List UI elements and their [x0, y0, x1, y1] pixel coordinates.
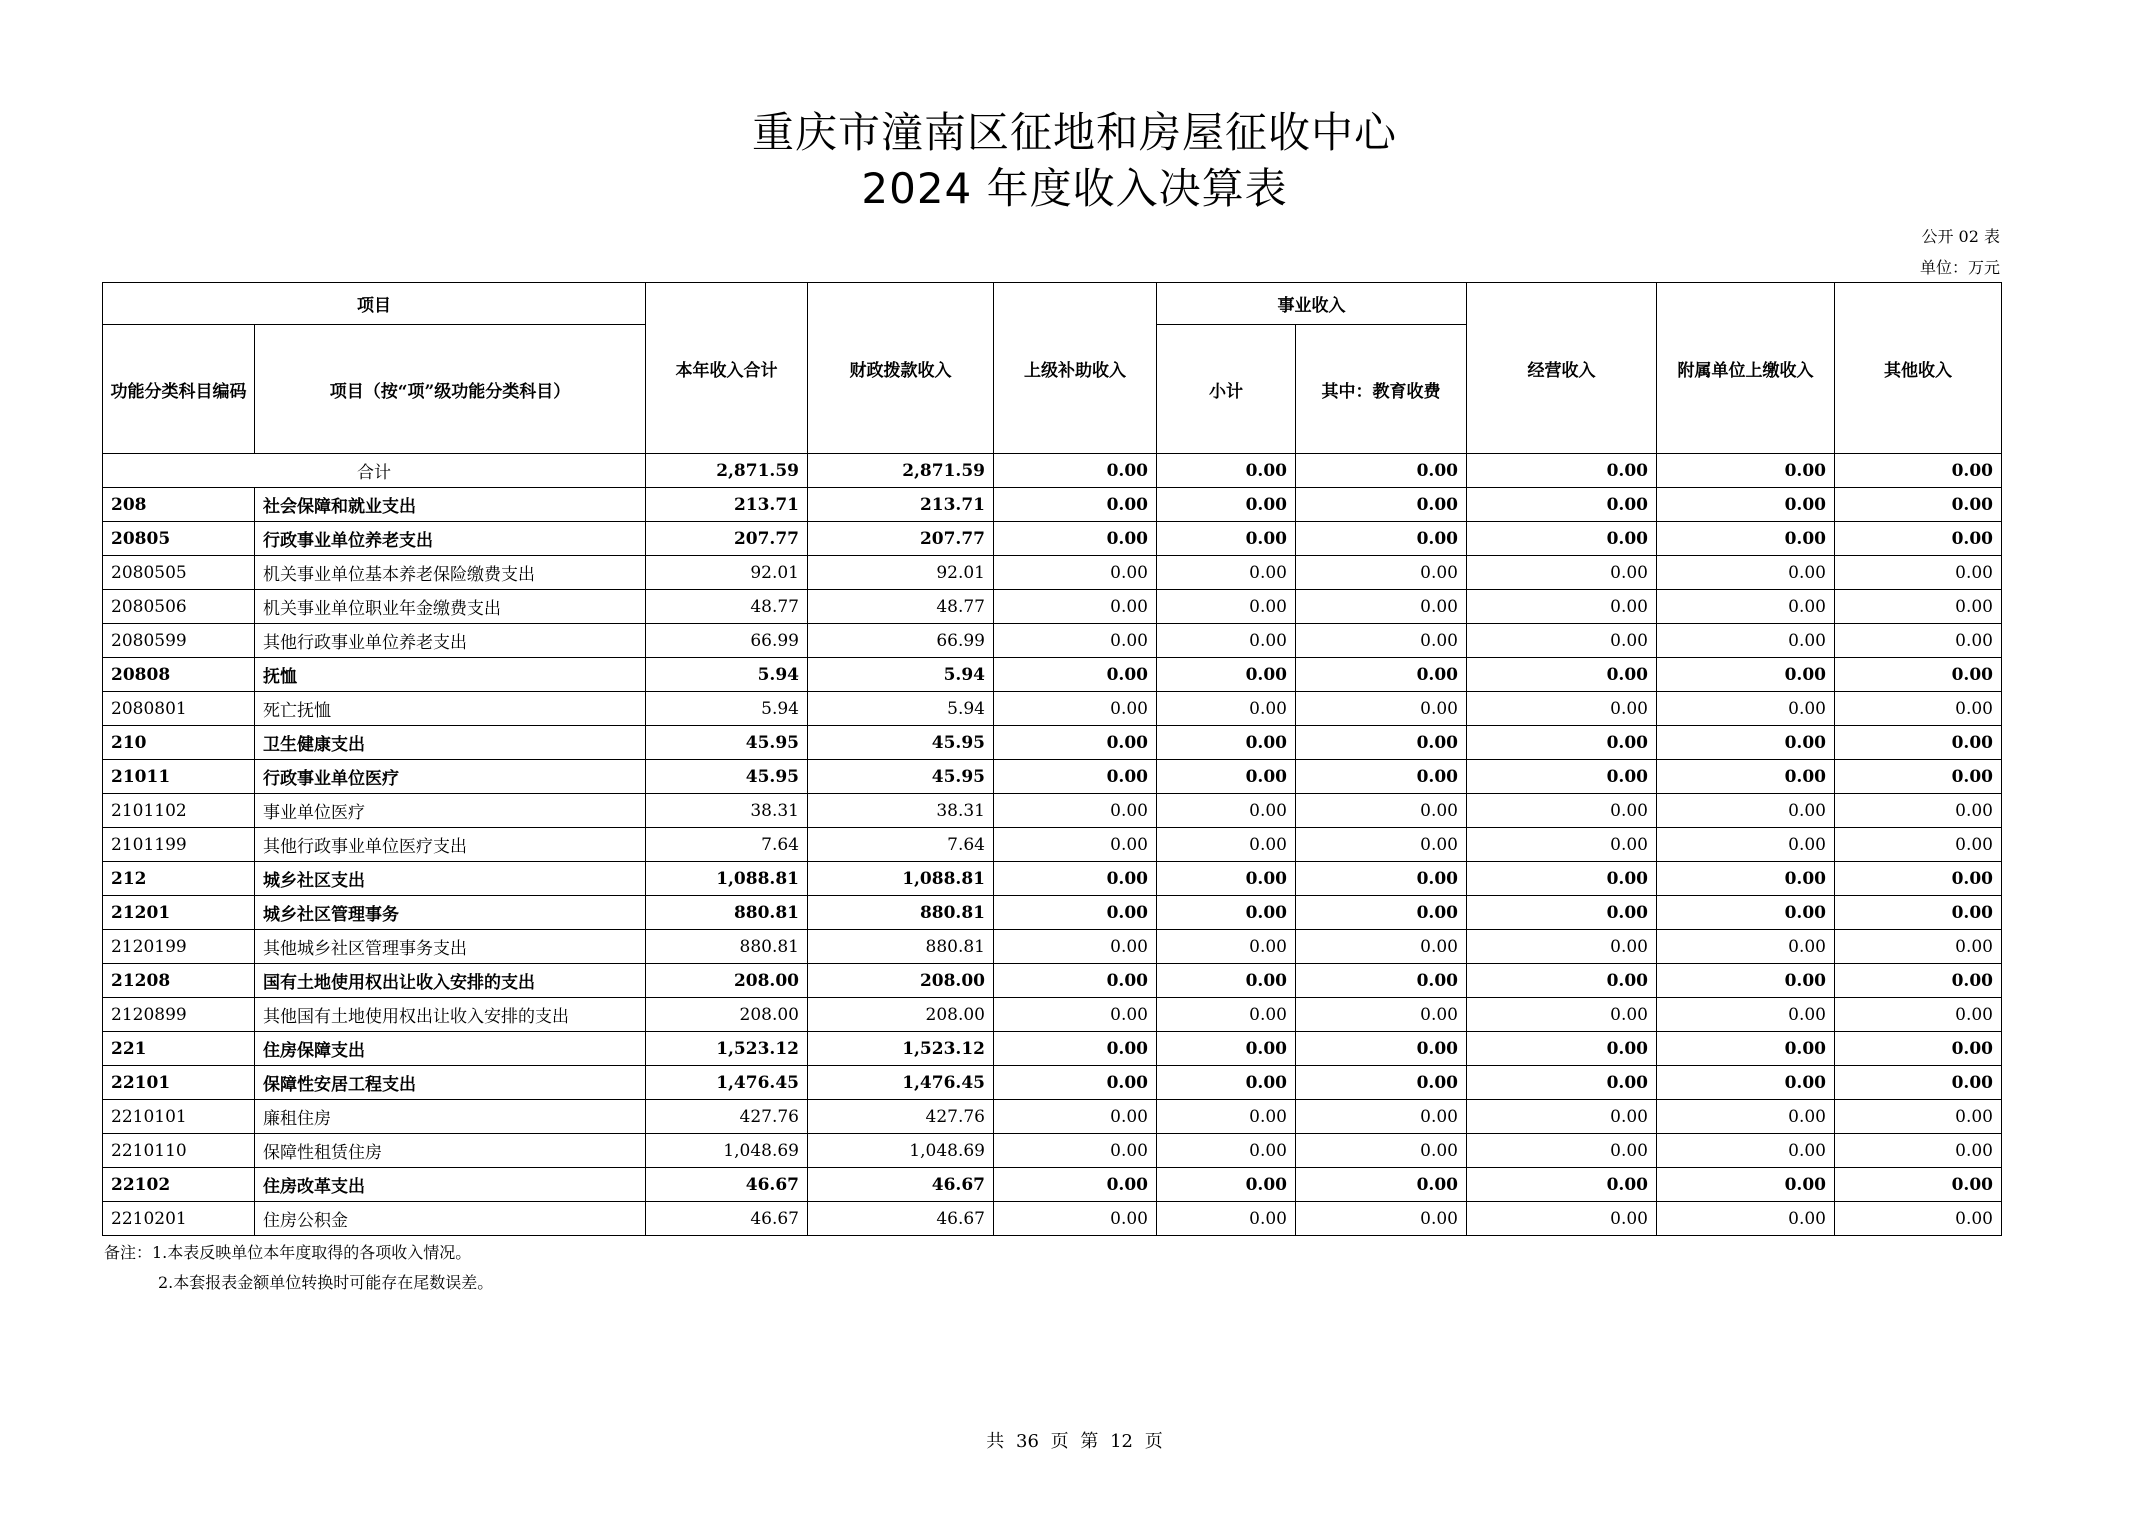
row-value: 0.00: [1835, 1134, 2002, 1168]
row-code: 21011: [103, 760, 255, 794]
total-row: [103, 454, 2002, 488]
row-value: 0.00: [1157, 794, 1296, 828]
row-code: 2080506: [103, 590, 255, 624]
row-value: 0.00: [1467, 794, 1657, 828]
header-operating: 经营收入: [1467, 283, 1657, 454]
table-row: [103, 1202, 2002, 1236]
table-row: [103, 624, 2002, 658]
total-value: 0.00: [1296, 454, 1467, 488]
row-value: 0.00: [1467, 1202, 1657, 1236]
row-value: 0.00: [1296, 590, 1467, 624]
row-value: 0.00: [994, 828, 1157, 862]
row-value: 0.00: [1467, 1134, 1657, 1168]
header-superior: 上级补助收入: [994, 283, 1157, 454]
row-value: 0.00: [1467, 760, 1657, 794]
row-value: 7.64: [808, 828, 994, 862]
row-value: 427.76: [808, 1100, 994, 1134]
row-value: 0.00: [994, 522, 1157, 556]
row-code: 21208: [103, 964, 255, 998]
row-value: 0.00: [1157, 556, 1296, 590]
row-code: 22101: [103, 1066, 255, 1100]
header-business-group: 事业收入: [1157, 283, 1467, 325]
row-value: 0.00: [1467, 556, 1657, 590]
row-name: 社会保障和就业支出: [255, 488, 646, 522]
row-value: 0.00: [994, 488, 1157, 522]
row-value: 0.00: [994, 964, 1157, 998]
row-name: 行政事业单位医疗: [255, 760, 646, 794]
row-value: 5.94: [808, 692, 994, 726]
row-value: 0.00: [1467, 624, 1657, 658]
row-name: 机关事业单位基本养老保险缴费支出: [255, 556, 646, 590]
table-row: [103, 1134, 2002, 1168]
row-value: 0.00: [1296, 556, 1467, 590]
row-value: 0.00: [1657, 1202, 1835, 1236]
row-value: 0.00: [1835, 624, 2002, 658]
row-name: 其他行政事业单位医疗支出: [255, 828, 646, 862]
row-value: 0.00: [1657, 862, 1835, 896]
row-value: 0.00: [1157, 590, 1296, 624]
row-value: 0.00: [1157, 930, 1296, 964]
table-row: [103, 488, 2002, 522]
row-value: 0.00: [1296, 1100, 1467, 1134]
row-code: 2101199: [103, 828, 255, 862]
form-number: 公开 02 表: [1921, 227, 2000, 246]
row-value: 46.67: [808, 1168, 994, 1202]
row-value: 0.00: [1657, 488, 1835, 522]
row-value: 1,048.69: [646, 1134, 808, 1168]
row-name: 城乡社区管理事务: [255, 896, 646, 930]
report-title-org: 重庆市潼南区征地和房屋征收中心: [751, 108, 1397, 157]
table-row: [103, 828, 2002, 862]
row-value: 208.00: [646, 964, 808, 998]
total-value: 0.00: [1835, 454, 2002, 488]
row-value: 0.00: [1835, 930, 2002, 964]
row-value: 45.95: [646, 760, 808, 794]
row-value: 0.00: [1296, 1134, 1467, 1168]
row-code: 208: [103, 488, 255, 522]
total-value: 2,871.59: [808, 454, 994, 488]
row-value: 0.00: [1657, 522, 1835, 556]
row-value: 0.00: [1657, 692, 1835, 726]
table-row: [103, 522, 2002, 556]
row-code: 212: [103, 862, 255, 896]
row-value: 0.00: [1296, 794, 1467, 828]
row-value: 0.00: [1657, 1032, 1835, 1066]
note-1: 备注：1.本表反映单位本年度取得的各项收入情况。: [104, 1243, 472, 1262]
row-code: 2101102: [103, 794, 255, 828]
row-value: 0.00: [994, 692, 1157, 726]
report-title-name: 2024 年度收入决算表: [861, 164, 1288, 213]
row-value: 0.00: [1835, 726, 2002, 760]
row-value: 66.99: [808, 624, 994, 658]
row-value: 0.00: [994, 1202, 1157, 1236]
row-value: 0.00: [1467, 964, 1657, 998]
header-fiscal: 财政拨款收入: [808, 283, 994, 454]
row-name: 住房改革支出: [255, 1168, 646, 1202]
row-value: 0.00: [1835, 488, 2002, 522]
row-value: 208.00: [646, 998, 808, 1032]
row-value: 46.67: [646, 1168, 808, 1202]
row-value: 1,088.81: [646, 862, 808, 896]
row-value: 0.00: [1835, 556, 2002, 590]
row-name: 其他国有土地使用权出让收入安排的支出: [255, 998, 646, 1032]
row-value: 0.00: [1467, 1100, 1657, 1134]
row-value: 0.00: [1835, 794, 2002, 828]
header-func-code: 功能分类科目编码: [103, 325, 255, 454]
row-value: 46.67: [808, 1202, 994, 1236]
row-value: 0.00: [1296, 930, 1467, 964]
row-value: 0.00: [1157, 998, 1296, 1032]
row-value: 0.00: [1657, 1168, 1835, 1202]
row-value: 45.95: [808, 726, 994, 760]
row-value: 0.00: [1657, 590, 1835, 624]
total-value: 0.00: [994, 454, 1157, 488]
row-name: 卫生健康支出: [255, 726, 646, 760]
row-code: 2210101: [103, 1100, 255, 1134]
table-row: [103, 658, 2002, 692]
row-value: 0.00: [1467, 522, 1657, 556]
row-value: 0.00: [994, 1100, 1157, 1134]
row-value: 0.00: [1157, 1032, 1296, 1066]
row-value: 0.00: [1835, 1100, 2002, 1134]
row-value: 0.00: [1296, 862, 1467, 896]
row-name: 行政事业单位养老支出: [255, 522, 646, 556]
table-row: [103, 726, 2002, 760]
row-value: 0.00: [1835, 658, 2002, 692]
row-value: 0.00: [1296, 1066, 1467, 1100]
row-value: 0.00: [1657, 828, 1835, 862]
table-row: [103, 556, 2002, 590]
row-value: 0.00: [1157, 726, 1296, 760]
row-value: 0.00: [1835, 1066, 2002, 1100]
table-row: [103, 760, 2002, 794]
table-row: [103, 896, 2002, 930]
row-code: 20808: [103, 658, 255, 692]
row-name: 保障性安居工程支出: [255, 1066, 646, 1100]
row-code: 210: [103, 726, 255, 760]
row-value: 208.00: [808, 964, 994, 998]
row-value: 92.01: [646, 556, 808, 590]
row-value: 213.71: [808, 488, 994, 522]
row-value: 0.00: [1835, 862, 2002, 896]
row-value: 0.00: [1157, 1066, 1296, 1100]
total-value: 0.00: [1467, 454, 1657, 488]
row-code: 2120899: [103, 998, 255, 1032]
table-row: [103, 964, 2002, 998]
row-value: 0.00: [1296, 726, 1467, 760]
row-value: 0.00: [1835, 998, 2002, 1032]
row-value: 0.00: [994, 726, 1157, 760]
row-value: 0.00: [1467, 590, 1657, 624]
row-value: 207.77: [808, 522, 994, 556]
row-value: 1,476.45: [646, 1066, 808, 1100]
row-value: 0.00: [994, 862, 1157, 896]
row-value: 92.01: [808, 556, 994, 590]
row-value: 1,523.12: [808, 1032, 994, 1066]
row-value: 0.00: [1296, 658, 1467, 692]
row-value: 1,476.45: [808, 1066, 994, 1100]
row-value: 0.00: [1657, 1134, 1835, 1168]
header-other: 其他收入: [1835, 283, 2002, 454]
row-value: 0.00: [1467, 896, 1657, 930]
row-value: 1,523.12: [646, 1032, 808, 1066]
row-value: 0.00: [1657, 556, 1835, 590]
row-value: 0.00: [1835, 760, 2002, 794]
row-name: 廉租住房: [255, 1100, 646, 1134]
table-row: [103, 862, 2002, 896]
row-value: 0.00: [1296, 692, 1467, 726]
unit-label: 单位：万元: [1919, 258, 2000, 277]
row-value: 66.99: [646, 624, 808, 658]
row-value: 0.00: [1657, 624, 1835, 658]
notes: [104, 1238, 493, 1298]
row-value: 880.81: [808, 930, 994, 964]
row-code: 22102: [103, 1168, 255, 1202]
row-value: 0.00: [1296, 828, 1467, 862]
row-value: 1,048.69: [808, 1134, 994, 1168]
row-value: 0.00: [1467, 1168, 1657, 1202]
row-value: 0.00: [1157, 522, 1296, 556]
row-value: 207.77: [646, 522, 808, 556]
row-value: 0.00: [1296, 488, 1467, 522]
row-code: 221: [103, 1032, 255, 1066]
note-2: 2.本套报表金额单位转换时可能存在尾数误差。: [158, 1273, 494, 1292]
row-code: 20805: [103, 522, 255, 556]
row-value: 48.77: [808, 590, 994, 624]
total-label: 合计: [103, 454, 646, 488]
row-value: 427.76: [646, 1100, 808, 1134]
row-code: 2210201: [103, 1202, 255, 1236]
row-value: 0.00: [1157, 1168, 1296, 1202]
row-value: 48.77: [646, 590, 808, 624]
row-value: 208.00: [808, 998, 994, 1032]
row-code: 2210110: [103, 1134, 255, 1168]
row-value: 880.81: [808, 896, 994, 930]
row-value: 0.00: [1296, 896, 1467, 930]
row-value: 5.94: [646, 658, 808, 692]
row-value: 0.00: [1157, 624, 1296, 658]
total-value: 0.00: [1657, 454, 1835, 488]
row-value: 0.00: [1157, 692, 1296, 726]
row-value: 213.71: [646, 488, 808, 522]
row-value: 0.00: [1657, 658, 1835, 692]
row-value: 0.00: [1157, 828, 1296, 862]
row-name: 机关事业单位职业年金缴费支出: [255, 590, 646, 624]
row-value: 0.00: [1657, 726, 1835, 760]
row-value: 45.95: [646, 726, 808, 760]
row-value: 0.00: [1296, 1202, 1467, 1236]
header-func-name: 项目（按“项”级功能分类科目）: [255, 325, 646, 454]
row-code: 2080801: [103, 692, 255, 726]
row-value: 0.00: [1157, 1134, 1296, 1168]
row-value: 880.81: [646, 930, 808, 964]
row-value: 5.94: [808, 658, 994, 692]
row-value: 0.00: [1657, 998, 1835, 1032]
row-value: 7.64: [646, 828, 808, 862]
row-value: 0.00: [1296, 1032, 1467, 1066]
row-value: 0.00: [1657, 1066, 1835, 1100]
row-value: 0.00: [1657, 1100, 1835, 1134]
row-name: 抚恤: [255, 658, 646, 692]
row-value: 0.00: [1467, 1066, 1657, 1100]
row-value: 0.00: [994, 590, 1157, 624]
row-value: 1,088.81: [808, 862, 994, 896]
row-value: 0.00: [1296, 1168, 1467, 1202]
row-value: 0.00: [1157, 1100, 1296, 1134]
row-value: 0.00: [994, 896, 1157, 930]
row-code: 2080505: [103, 556, 255, 590]
row-name: 城乡社区支出: [255, 862, 646, 896]
row-value: 0.00: [1467, 828, 1657, 862]
row-value: 46.67: [646, 1202, 808, 1236]
row-value: 0.00: [1467, 930, 1657, 964]
page-footer: 共 36 页 第 12 页: [986, 1431, 1163, 1452]
income-table: [102, 282, 2002, 1236]
row-value: 0.00: [1296, 998, 1467, 1032]
row-code: 2080599: [103, 624, 255, 658]
row-value: 0.00: [1835, 692, 2002, 726]
table-row: [103, 998, 2002, 1032]
row-value: 0.00: [1835, 896, 2002, 930]
row-value: 0.00: [1467, 998, 1657, 1032]
row-value: 0.00: [1296, 760, 1467, 794]
row-value: 0.00: [1467, 1032, 1657, 1066]
header-subtotal: 小计: [1157, 325, 1296, 454]
row-name: 国有土地使用权出让收入安排的支出: [255, 964, 646, 998]
total-value: 2,871.59: [646, 454, 808, 488]
row-value: 0.00: [1835, 522, 2002, 556]
row-value: 0.00: [1157, 488, 1296, 522]
table-row: [103, 692, 2002, 726]
row-value: 0.00: [994, 624, 1157, 658]
row-name: 死亡抚恤: [255, 692, 646, 726]
row-value: 0.00: [1157, 760, 1296, 794]
header-affiliated: 附属单位上缴收入: [1657, 283, 1835, 454]
row-value: 0.00: [994, 930, 1157, 964]
row-value: 0.00: [1296, 522, 1467, 556]
row-value: 0.00: [994, 794, 1157, 828]
row-value: 0.00: [1157, 862, 1296, 896]
row-value: 0.00: [1467, 692, 1657, 726]
row-value: 0.00: [994, 1134, 1157, 1168]
row-name: 住房保障支出: [255, 1032, 646, 1066]
header-item-group: 项目: [103, 283, 646, 325]
row-value: 0.00: [1835, 964, 2002, 998]
table-row: [103, 794, 2002, 828]
row-value: 0.00: [1835, 590, 2002, 624]
row-value: 0.00: [994, 760, 1157, 794]
row-value: 0.00: [994, 1066, 1157, 1100]
row-value: 0.00: [1296, 624, 1467, 658]
row-value: 0.00: [1467, 488, 1657, 522]
row-value: 0.00: [1835, 828, 2002, 862]
row-code: 2120199: [103, 930, 255, 964]
row-name: 其他行政事业单位养老支出: [255, 624, 646, 658]
row-value: 0.00: [1835, 1032, 2002, 1066]
row-value: 0.00: [1467, 862, 1657, 896]
row-value: 0.00: [994, 998, 1157, 1032]
row-value: 0.00: [1157, 964, 1296, 998]
row-value: 38.31: [646, 794, 808, 828]
row-value: 0.00: [1157, 1202, 1296, 1236]
row-name: 其他城乡社区管理事务支出: [255, 930, 646, 964]
row-value: 0.00: [1157, 896, 1296, 930]
row-value: 0.00: [994, 658, 1157, 692]
row-value: 5.94: [646, 692, 808, 726]
table-row: [103, 1168, 2002, 1202]
row-value: 880.81: [646, 896, 808, 930]
table-row: [103, 1100, 2002, 1134]
row-value: 0.00: [994, 1032, 1157, 1066]
row-value: 38.31: [808, 794, 994, 828]
table-row: [103, 1066, 2002, 1100]
row-value: 0.00: [1835, 1202, 2002, 1236]
table-row: [103, 1032, 2002, 1066]
table-row: [103, 930, 2002, 964]
row-value: 0.00: [994, 1168, 1157, 1202]
row-value: 0.00: [1657, 930, 1835, 964]
row-value: 0.00: [1467, 658, 1657, 692]
row-value: 0.00: [1657, 794, 1835, 828]
table-row: [103, 590, 2002, 624]
total-value: 0.00: [1157, 454, 1296, 488]
row-name: 事业单位医疗: [255, 794, 646, 828]
row-name: 住房公积金: [255, 1202, 646, 1236]
header-total: 本年收入合计: [646, 283, 808, 454]
row-value: 0.00: [1657, 964, 1835, 998]
row-value: 0.00: [1296, 964, 1467, 998]
row-value: 0.00: [1467, 726, 1657, 760]
row-value: 0.00: [994, 556, 1157, 590]
row-value: 0.00: [1657, 896, 1835, 930]
row-value: 45.95: [808, 760, 994, 794]
row-value: 0.00: [1657, 760, 1835, 794]
row-value: 0.00: [1157, 658, 1296, 692]
row-code: 21201: [103, 896, 255, 930]
row-value: 0.00: [1835, 1168, 2002, 1202]
header-education: 其中：教育收费: [1296, 325, 1467, 454]
row-name: 保障性租赁住房: [255, 1134, 646, 1168]
